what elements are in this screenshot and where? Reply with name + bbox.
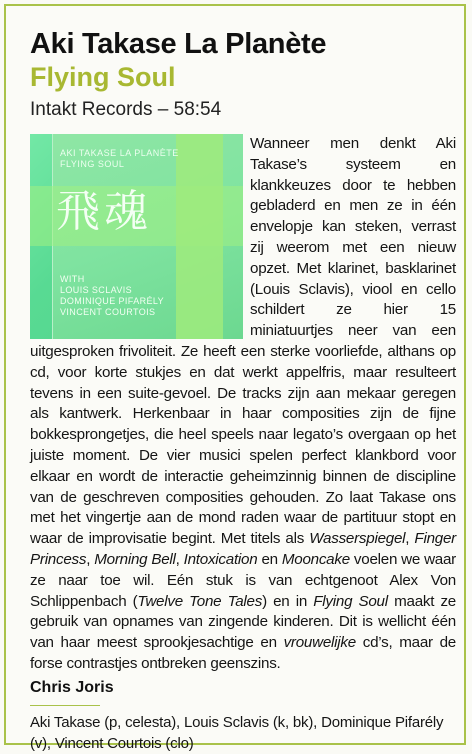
author-name: Chris Joris <box>30 678 114 696</box>
cover-credits: WITH LOUIS SCLAVIS DOMINIQUE PIFARÉLY VINCENT COURTOIS <box>60 274 165 317</box>
artist-title: Aki Takase La Planète <box>30 28 327 60</box>
review-body-row <box>30 134 456 754</box>
review-frame <box>4 4 466 752</box>
cover-title: AKI TAKASE LA PLANÈTE FLYING SOUL <box>60 148 179 169</box>
divider <box>30 705 100 706</box>
musicians-credits: Aki Takase (p, celesta), Louis Sclavis (k, bk), Dominique Pifarély (v), Vincent Courtois (clo) <box>30 713 444 752</box>
cover-kanji: 飛魂 <box>56 186 152 237</box>
album-title: Flying Soul <box>30 62 176 92</box>
label-duration: Intakt Records – 58:54 <box>30 99 222 120</box>
review-text: Wanneer men denkt Aki Takase’s systeem en klankkeuzes door te hebben gebladerd en men ze in één envelopje kan steken, verrast zij weerom met een nieuw opzet. Met klarinet, basklarinet (Louis Sclavis), viool en cello schildert ze hier 15 miniatuurtjes neer van een uitgesproken frivoliteit. Ze heeft een sterke voorliefde, althans op cd, voor korte stukjes en dat werkt appelfris, maar resulteert tevens in een suite-gevoel. De tracks zijn aan mekaar geregen als kantwerk. Herkenbaar in haar composities zijn de fijne bokkesprongetjes, die heel speels naar legato’s overgaan op het juiste moment. De vier musici spelen perfect klankbord voor elkaar en wordt de interactie geheimzinnig binnen de discipline van de geschreven composities gehouden. Zo laat Takase ons met het vingertje aan de mond raden waar de partituur stopt en waar de improvisatie begint. Met titels als Wasserspiegel, Finger Princess, Morning Bell, Intoxication en Mooncake voelen we waar ze naar toe wil. Eén stuk is van echtgenoot Alex Von Schlippenbach (Twelve Tone Tales) en in Flying Soul maakt ze gebruik van opnames van zingende kinderen. Dit is wellicht één van haar meest sprookjesachtige en vrouwelijke cd’s, maar de forse contrastjes ontbreken geenszins. <box>30 135 456 672</box>
review-content <box>30 28 456 754</box>
